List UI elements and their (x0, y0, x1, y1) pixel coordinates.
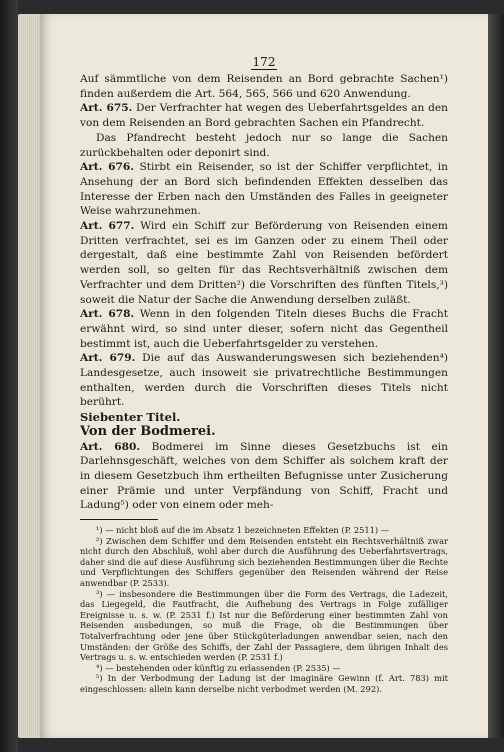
footnote-rule (80, 519, 158, 520)
paragraph-art-679: Art. 679. Die auf das Auswanderungswesen sich beziehenden⁴) Landesgesetze, auch insoweit sie privatrechtliche Bestimmungen enthalten, werden durch die Vorschriften dieses Titels nicht berührt. (80, 352, 448, 409)
paragraph: Das Pfandrecht besteht jedoch nur so lange die Sachen zurückbehalten oder deponirt sind. (80, 131, 448, 159)
right-shadow (488, 14, 504, 738)
footnote: ¹) — nicht bloß auf die im Absatz 1 bezeichneten Effekten (P. 2511) — (96, 525, 390, 536)
paragraph-art-678: Art. 678. Wenn in den folgenden Titeln dieses Buchs die Fracht erwähnt wird, so sind unter dieser, sofern nicht das Gegentheil bestimmt ist, auch die Ueberfahrtsgelder zu verstehen. (80, 308, 449, 350)
footnote: ⁴) — bestehenden oder künftig zu erlassenden (P. 2535) — (96, 662, 341, 673)
page-edges (18, 14, 40, 738)
footnote: ⁵) In der Verbodmung der Ladung ist der imaginäre Gewinn (f. Art. 783) mit eingeschlossen: allein kann derselbe nicht verbodmet werden (M. 292). (80, 673, 448, 694)
body-text (80, 72, 448, 695)
paragraph-art-677: Art. 677. Wird ein Schiff zur Beförderung von Reisenden einem Dritten verfrachtet, sei es im Ganzen oder zu einem Theil oder dergestalt, daß eine bestimmte Zahl von Reisenden befördert werden soll, so gelten für das Rechtsverhältniß zwischen dem Verfrachter und dem Dritten²) die Vorschriften des fünften Titels,³) soweit die Natur der Sache die Anwendung derselben zuläßt. (80, 220, 448, 306)
section-heading: Von der Bodmerei. (80, 423, 216, 439)
paragraph-art-680: Art. 680. Bodmerei im Sinne dieses Gesetzbuchs ist ein Darlehnsgeschäft, welches von dem Schiffer als solchem kraft der in diesem Gesetzbuch ihm ertheilten Befugnisse unter Zusicherung einer Prämie und unter Verpfändung von Schiff, Fracht und Ladung⁵) oder von einem oder meh- (80, 440, 448, 512)
footnotes (80, 525, 448, 695)
book-spine (0, 0, 18, 752)
footnote: ³) — insbesondere die Bestimmungen über die Form des Vertrags, die Ladezeit, das Liegegeld, die Fautfracht, die Aufhebung des Vertrags in Folge zufälliger Ereignisse u. s. w. (P. 2531 f.) Ist nur die Beförderung einer bestimmten Zahl von Reisenden ausbedungen, so muß die Frage, ob die Bestimmungen über Totalverfrachtung oder jene über Stückgüterladungen anwendbar seien, nach den Umständen: der Größe des Schiffs, der Zahl der Passagiere, dem übrigen Inhalt des Vertrags u. s. w. entschieden werden (P. 2531 f.) (80, 588, 448, 663)
title-heading: Siebenter Titel. (80, 410, 181, 425)
paragraph-art-675: Art. 675. Der Verfrachter hat wegen des Ueberfahrtsgeldes an den von dem Reisenden an Bord gebrachten Sachen ein Pfandrecht. (80, 102, 448, 130)
page-number: 172 (252, 55, 276, 69)
paragraph-art-676: Art. 676. Stirbt ein Reisender, so ist der Schiffer verpflichtet, in Ansehung der an Bord sich befindenden Effekten desselben das Interesse der Erben nach den Umständen des Falles in geeigneter Weise wahrzunehmen. (80, 161, 448, 218)
footnote: ²) Zwischen dem Schiffer und dem Reisenden entsteht ein Rechtsverhältniß zwar nicht durch den Abschluß, wohl aber durch die Ausführung des Ueberfahrtsvertrags, daher sind die auf diese Ausführung sich beziehenden Bestimmungen über die Rechte und Verpflichtungen des Schiffers gegenüber den Reisenden während der Reise anwendbar (P. 2533). (80, 535, 448, 589)
paragraph: Auf sämmtliche von dem Reisenden an Bord gebrachte Sachen¹) finden außerdem die Art. 564, 565, 566 und 620 Anwendung. (80, 73, 448, 100)
